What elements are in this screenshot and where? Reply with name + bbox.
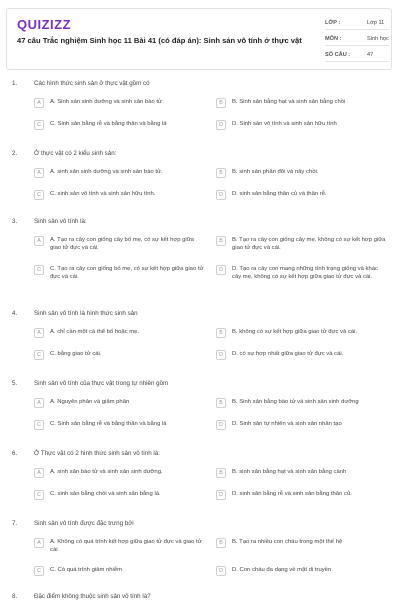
option-letter-box[interactable]: C bbox=[34, 566, 44, 576]
option-letter-box[interactable]: D bbox=[216, 265, 226, 275]
option-letter-box[interactable]: C bbox=[34, 120, 44, 130]
option-letter-box[interactable]: A bbox=[34, 98, 44, 108]
meta-value: Lớp 11 bbox=[367, 20, 385, 26]
meta-label: LỚP : bbox=[325, 20, 341, 26]
option-letter-box[interactable]: A bbox=[34, 328, 44, 338]
option-letter-box[interactable]: C bbox=[34, 190, 44, 200]
option-text: B. sinh sản phân đôi và nảy chồi. bbox=[232, 169, 319, 175]
option-text: A. Không có quá trình kết hợp giữa giao tử đực và giao tử cái bbox=[50, 539, 202, 553]
option-letter-box[interactable]: B bbox=[216, 538, 226, 548]
option-text: D. có sự hợp nhất giữa giao tử đực và cái. bbox=[232, 351, 344, 357]
option-letter-box[interactable]: D bbox=[216, 420, 226, 430]
option-text: A. Tạo ra cây con giống cây bố mẹ, có sự kết hợp giữa giao tử đực và cái. bbox=[50, 237, 194, 251]
option-text: D. Sinh sản vô tính và sinh sản hữu tính bbox=[232, 121, 337, 127]
option-text: D. sinh sản bằng thân củ và thân rễ. bbox=[232, 191, 327, 197]
meta-value: Sinh học bbox=[367, 36, 389, 42]
option-letter-box[interactable]: A bbox=[34, 468, 44, 478]
option-text: A. sinh sản bào tử và sinh sản sinh dưỡng. bbox=[50, 469, 163, 475]
question-text: Sinh sản vô tính của thực vật trong tự nhiên gồm bbox=[34, 380, 169, 387]
option-text: C. bằng giao tử cái. bbox=[50, 351, 102, 357]
question-text: Ở thực vật có 2 kiểu sinh sản: bbox=[34, 150, 117, 157]
option-text: D. Sinh sản tự nhiên và sinh sản nhân tạo bbox=[232, 421, 342, 427]
option-letter-box[interactable]: D bbox=[216, 566, 226, 576]
option-letter-box[interactable]: B bbox=[216, 398, 226, 408]
option-text: C. Tạo ra cây con giống bố mẹ, có sự kết hợp giữa giao tử đực và cái. bbox=[50, 266, 204, 280]
question-number: 8. bbox=[12, 593, 18, 600]
option-text: B. Sinh sản bằng hạt và sinh sản bằng chồi bbox=[232, 99, 346, 105]
option-text: A. sinh sản sinh dưỡng và sinh sản bào tử. bbox=[50, 169, 163, 175]
option-text: B. không có sự kết hợp giữa giao tử đực và cái. bbox=[232, 329, 358, 335]
option-letter-box[interactable]: D bbox=[216, 190, 226, 200]
option-letter-box[interactable]: B bbox=[216, 328, 226, 338]
option-text: C. Có quá trình giảm nhiễm bbox=[50, 567, 123, 573]
option-letter-box[interactable]: B bbox=[216, 98, 226, 108]
question-text: Các hình thức sinh sản ở thực vật gồm có bbox=[34, 80, 150, 87]
option-text: B. Tạo ra cây con giống cây mẹ, không có sự kết hợp giữa giao tử đực và cái. bbox=[232, 237, 386, 251]
option-letter-box[interactable]: D bbox=[216, 120, 226, 130]
option-text: B. sinh sản bằng hạt và sinh sản bằng cành bbox=[232, 469, 347, 475]
option-letter-box[interactable]: D bbox=[216, 350, 226, 360]
question-number: 6. bbox=[12, 450, 18, 457]
option-letter-box[interactable]: B bbox=[216, 468, 226, 478]
question-text: Sinh sản vô tính được đặc trưng bởi bbox=[34, 520, 134, 527]
option-text: A. Sinh sản sinh dưỡng và sinh sản bào tử bbox=[50, 99, 162, 105]
option-text: C. sinh sản vô tính và sinh sản hữu tính. bbox=[50, 191, 156, 197]
option-letter-box[interactable]: C bbox=[34, 490, 44, 500]
question-number: 1. bbox=[12, 80, 18, 87]
option-letter-box[interactable]: B bbox=[216, 236, 226, 246]
question-number: 7. bbox=[12, 520, 18, 527]
option-text: A. Nguyên phân và giảm phân bbox=[50, 399, 130, 405]
meta-label: SỐ CÂU : bbox=[325, 52, 351, 58]
option-letter-box[interactable]: A bbox=[34, 538, 44, 548]
question-text: Ở Thực vật có 2 hình thức sinh sản vô tính là: bbox=[34, 450, 160, 457]
question-text: Sinh sản vô tính là: bbox=[34, 218, 87, 225]
option-letter-box[interactable]: A bbox=[34, 236, 44, 246]
meta-value: 47 bbox=[367, 52, 374, 58]
option-letter-box[interactable]: D bbox=[216, 490, 226, 500]
option-letter-box[interactable]: C bbox=[34, 265, 44, 275]
question-number: 4. bbox=[12, 310, 18, 317]
document-title: 47 câu Trắc nghiệm Sinh học 11 Bài 41 (có đáp án): Sinh sản vô tính ở thực vật bbox=[17, 36, 302, 45]
option-letter-box[interactable]: C bbox=[34, 420, 44, 430]
option-letter-box[interactable]: C bbox=[34, 350, 44, 360]
option-text: B. Tạo ra nhiều con cháu trong một thế hệ bbox=[232, 539, 343, 545]
question-text: Sinh sản vô tính là hình thức sinh sản bbox=[34, 310, 138, 317]
question-number: 2. bbox=[12, 150, 18, 157]
option-text: A. chỉ cần một cá thể bố hoặc mẹ. bbox=[50, 329, 140, 335]
option-text: B. Sinh sản bằng bào tử và sinh sản sinh dưỡng bbox=[232, 399, 359, 405]
option-text: C. Sinh sản bằng rễ và bằng thân và bằng lá bbox=[50, 121, 167, 127]
option-letter-box[interactable]: A bbox=[34, 398, 44, 408]
option-text: D. Con cháu đa dạng về mặt di truyền bbox=[232, 567, 332, 573]
option-text: D. Tạo ra cây con mang những tính trạng giống và khác cây mẹ, không có sự kết hợp giữa giao tử đực và cái. bbox=[232, 266, 378, 280]
option-letter-box[interactable]: A bbox=[34, 168, 44, 178]
meta-label: MÔN : bbox=[325, 36, 342, 42]
question-number: 5. bbox=[12, 380, 18, 387]
question-text: Đặc điểm không thuộc sinh sản vô tính là? bbox=[34, 593, 151, 600]
option-text: C. sinh sản bằng chồi và sinh sản bằng lá. bbox=[50, 491, 161, 497]
option-text: C. Sinh sản bằng rễ và bằng thân và bằng lá bbox=[50, 421, 167, 427]
option-text: D. sinh sản bằng rễ và sinh sản bằng thân củ. bbox=[232, 491, 352, 497]
option-letter-box[interactable]: B bbox=[216, 168, 226, 178]
quizizz-logo[interactable]: QUIZIZZ bbox=[17, 17, 72, 32]
question-number: 3. bbox=[12, 218, 18, 225]
